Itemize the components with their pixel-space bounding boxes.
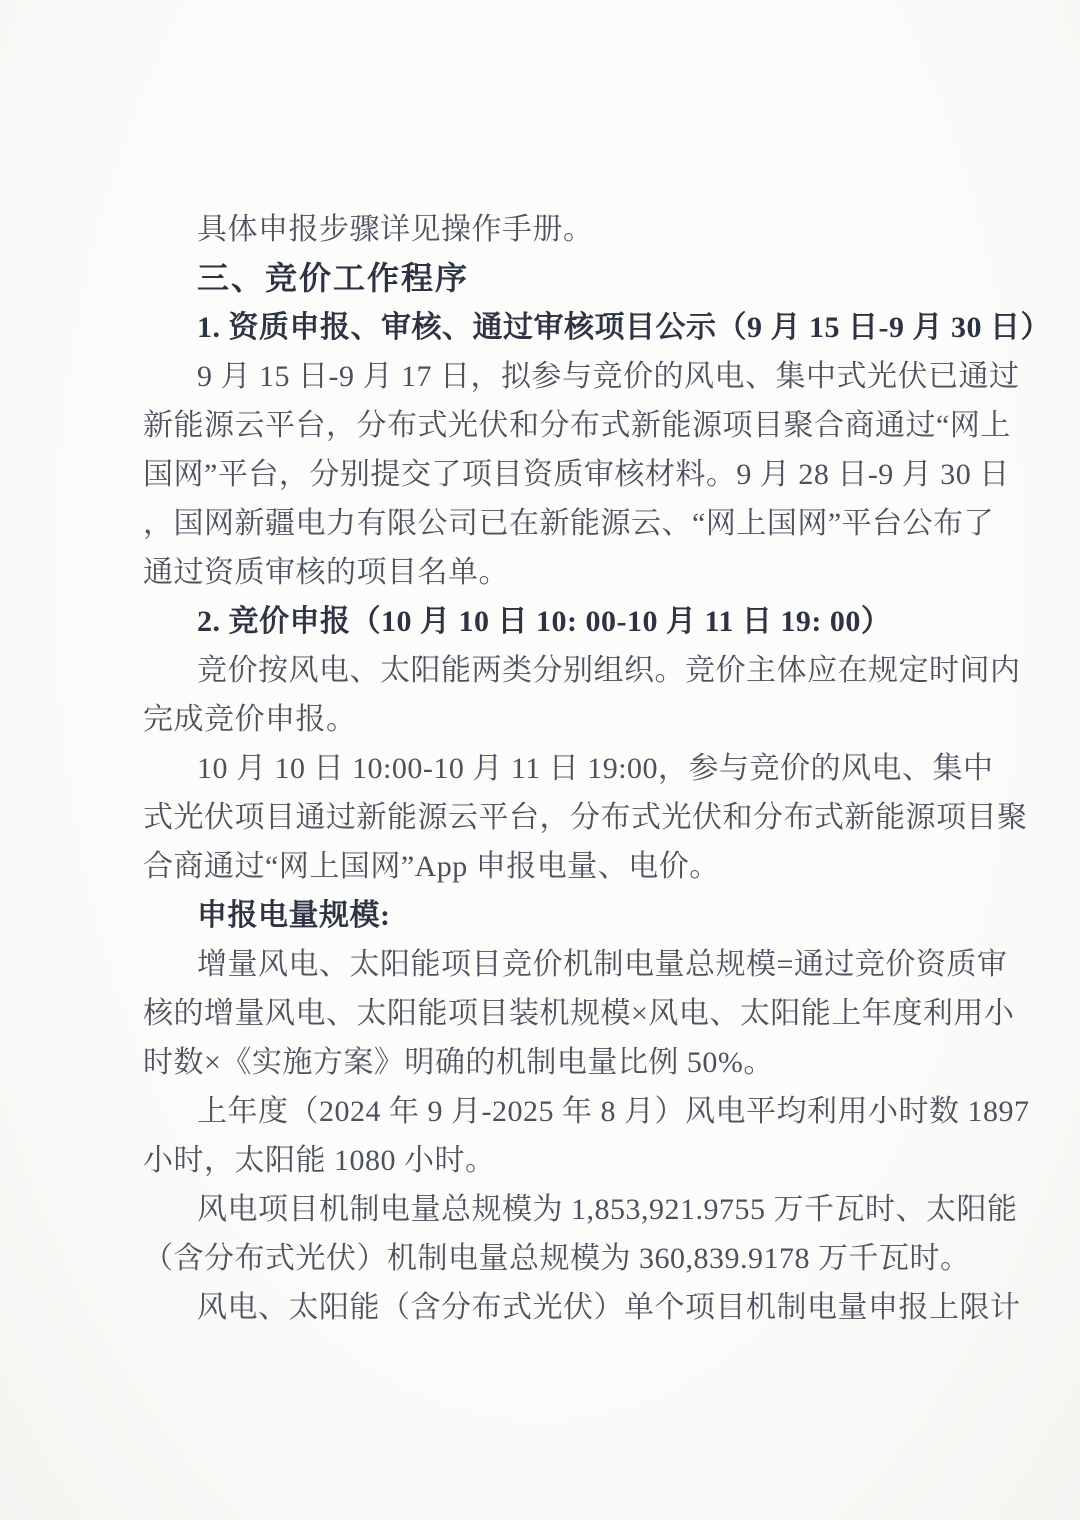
document-text-block [143,205,1051,1332]
doc-line: 时数×《实施方案》明确的机制电量比例 50%。 [143,1046,774,1079]
doc-line: 具体申报步骤详见操作手册。 [197,213,594,246]
doc-line: 增量风电、太阳能项目竞价机制电量总规模=通过竞价资质审 [197,948,1008,981]
doc-line: （含分布式光伏）机制电量总规模为 360,839.9178 万千瓦时。 [143,1242,971,1275]
doc-line: 风电项目机制电量总规模为 1,853,921.9755 万千瓦时、太阳能 [197,1193,1018,1226]
doc-line: 核的增量风电、太阳能项目装机规模×风电、太阳能上年度利用小 [143,997,1015,1030]
doc-line: 通过资质审核的项目名单。 [143,556,509,589]
doc-line: 上年度（2024 年 9 月-2025 年 8 月）风电平均利用小时数 1897 [197,1095,1030,1128]
subsection-heading: 2. 竞价申报（10 月 10 日 10: 00-10 月 11 日 19: 00） [197,605,892,638]
doc-line: 完成竞价申报。 [143,703,357,736]
subsection-heading: 1. 资质申报、审核、通过审核项目公示（9 月 15 日-9 月 30 日） [197,311,1051,344]
doc-line: 10 月 10 日 10:00-10 月 11 日 19:00，参与竞价的风电、集中 [197,752,994,785]
doc-line: 竞价按风电、太阳能两类分别组织。竞价主体应在规定时间内 [197,654,1021,687]
subsection-heading: 申报电量规模: [197,899,391,932]
doc-line: 新能源云平台，分布式光伏和分布式新能源项目聚合商通过“网上 [143,409,1011,442]
doc-line: 风电、太阳能（含分布式光伏）单个项目机制电量申报上限计 [197,1291,1021,1324]
doc-line: 小时，太阳能 1080 小时。 [143,1144,496,1177]
doc-line: 9 月 15 日-9 月 17 日，拟参与竞价的风电、集中式光伏已通过 [197,360,1020,393]
doc-line: 国网”平台，分别提交了项目资质审核材料。9 月 28 日-9 月 30 日 [143,458,1010,491]
doc-line: 合商通过“网上国网”App 申报电量、电价。 [143,850,720,883]
section-heading: 三、竞价工作程序 [197,260,470,296]
doc-line: ，国网新疆电力有限公司已在新能源云、“网上国网”平台公布了 [143,507,995,540]
doc-line: 式光伏项目通过新能源云平台，分布式光伏和分布式新能源项目聚 [143,801,1028,834]
